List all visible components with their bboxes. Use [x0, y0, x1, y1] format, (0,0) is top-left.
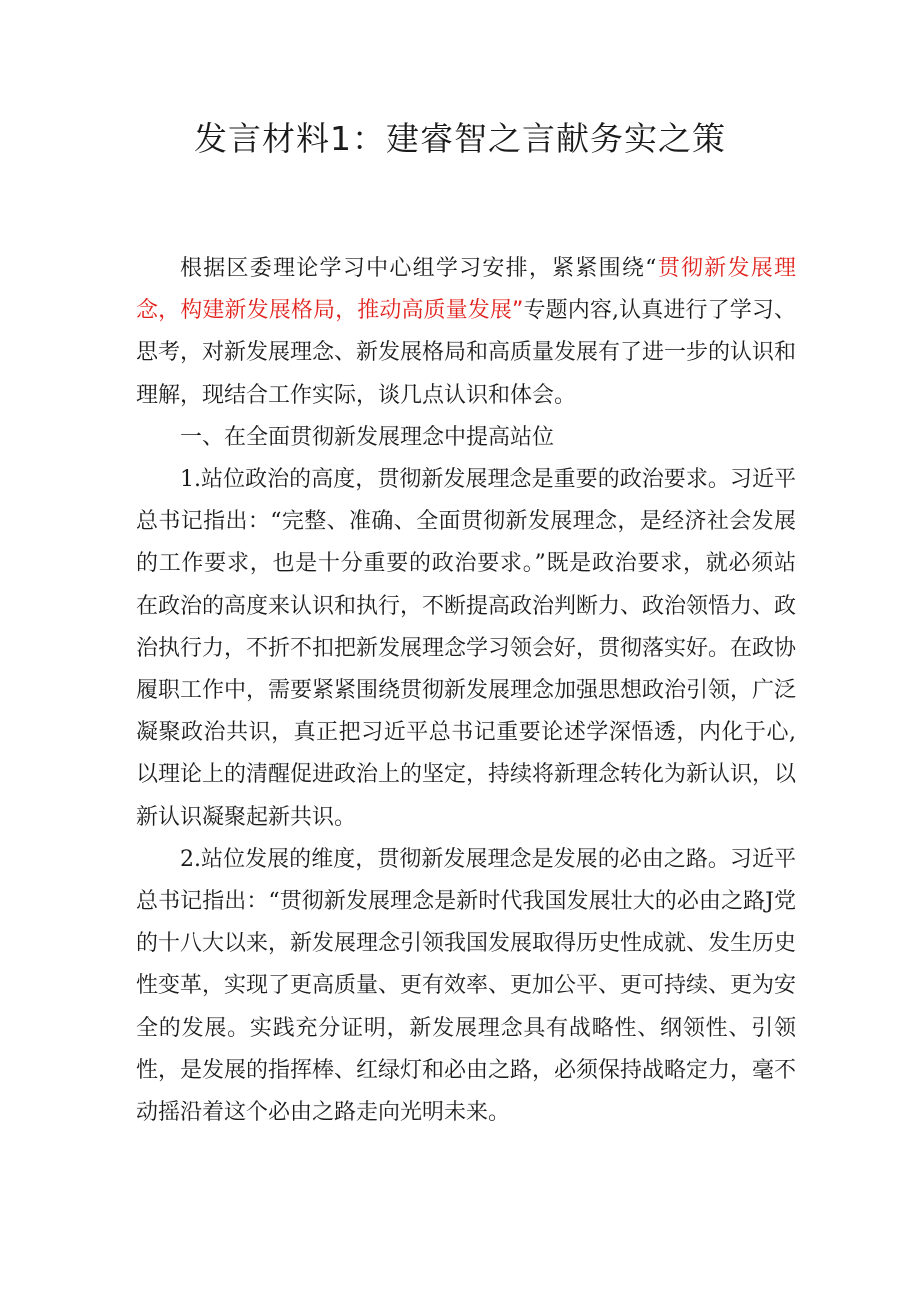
- intro-highlight-topic: 贯彻新发展理念，构建新发展格局，推动高质量发展”: [136, 256, 796, 324]
- document-body: [136, 248, 796, 1134]
- section-heading: 一、在全面贯彻新发展理念中提高站位: [180, 424, 555, 450]
- intro-prefix: 根据区委理论学习中心组学习安排，紧紧围绕“: [180, 256, 657, 281]
- paragraph-2: 2.站位发展的维度，贯彻新发展理念是发展的必由之路。习近平总书记指出：“贯彻新发展理念是新时代我国发展壮大的必由之路J党的十八大以来，新发展理念引领我国发展取得历史性成就、发生历史性变革，实现了更高质量、更有效率、更加公平、更可持续、更为安全的发展。实践充分证明，新发展理念具有战略性、纲领性、引领性，是发展的指挥棒、红绿灯和必由之路，必须保持战略定力，毫不动摇沿着这个必由之路走向光明未来。: [136, 846, 797, 1126]
- document-title: 发言材料1：建睿智之言献务实之策: [194, 119, 726, 158]
- intro-paragraph: [136, 248, 796, 417]
- paragraph-1: 1.站位政治的高度，贯彻新发展理念是重要的政治要求。习近平总书记指出：“完整、准确、全面贯彻新发展理念，是经济社会发展的工作要求，也是十分重要的政治要求。”既是政治要求，就必须站在政治的高度来认识和执行，不断提高政治判断力、政治领悟力、政治执行力，不折不扣把新发展理念学习领会好，贯彻落实好。在政协履职工作中，需要紧紧围绕贯彻新发展理念加强思想政治引领，广泛凝聚政治共识，真正把习近平总书记重要论述学深悟透，内化于心,以理论上的清醒促进政治上的坚定，持续将新理念转化为新认识，以新认识凝聚起新共识。: [136, 467, 797, 830]
- intro-suffix: 专题内容,认真进行了学习、思考，对新发展理念、新发展格局和高质量发展有了进一步的认识和理解，现结合工作实际，谈几点认识和体会。: [136, 298, 797, 408]
